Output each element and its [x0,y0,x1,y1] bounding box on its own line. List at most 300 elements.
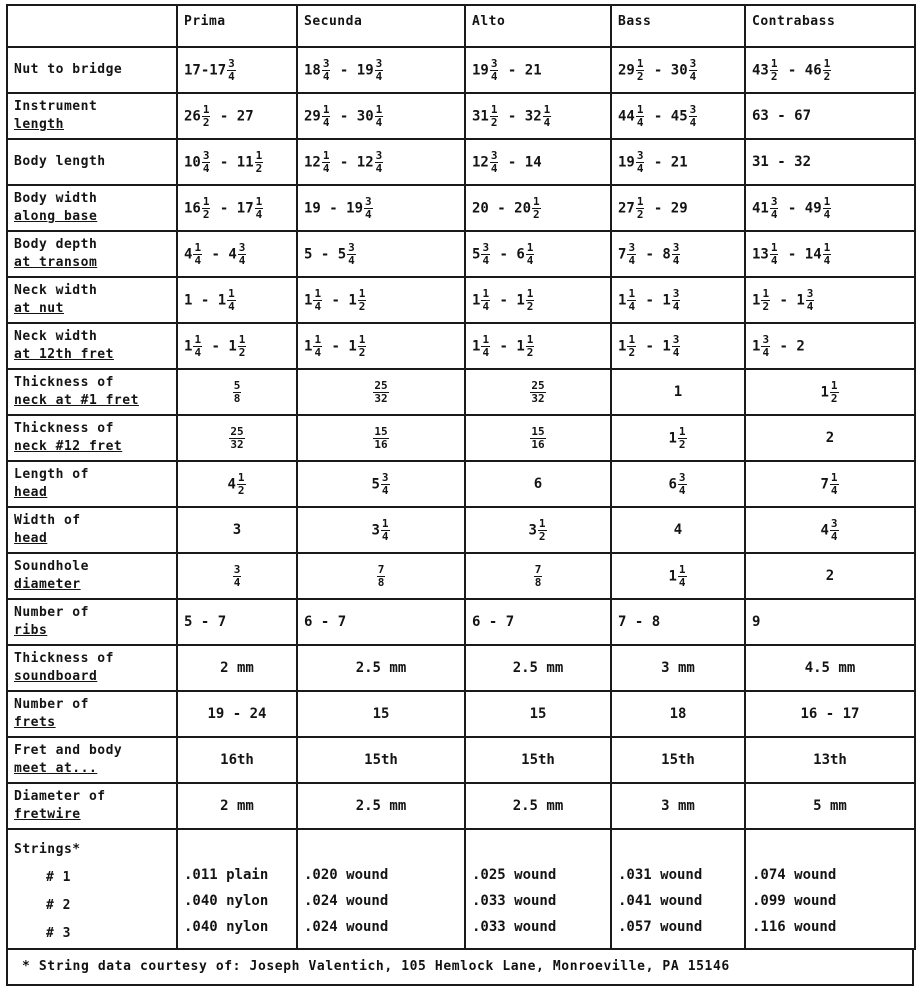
fraction-denominator: 4 [830,483,838,497]
value-text: - 1 [637,292,671,308]
fraction-numerator: 1 [830,470,838,484]
string-number: # 3 [46,926,71,941]
string-number: # 2 [46,898,71,913]
table-cell [177,185,297,231]
fraction-denominator: 4 [770,253,778,267]
value-text: 3 [232,522,242,538]
fraction-numerator: 25 [230,424,244,438]
fraction-numerator: 1 [636,102,644,116]
string-gauge: .074 wound [752,867,837,883]
row-label-line: Soundhole [14,559,89,574]
fraction-numerator: 1 [237,470,245,484]
row-label [7,737,177,783]
table-row [7,691,915,737]
fraction-numerator: 1 [482,332,490,346]
fraction [373,426,388,451]
table-cell [465,691,611,737]
fraction-denominator: 4 [322,115,330,129]
fraction-denominator: 2 [678,437,686,451]
string-gauge: .031 wound [618,867,703,883]
fraction-denominator: 4 [689,115,697,129]
table-cell [465,47,611,93]
row-label-line: Thickness of [14,421,114,436]
string-gauge: .033 wound [472,893,557,909]
row-label [7,461,177,507]
row-label-line: Body width [14,191,98,206]
fraction-numerator: 3 [636,148,644,162]
value-text: - 45 [645,108,688,124]
value-text: 1 [673,384,683,400]
fraction [375,104,384,129]
fraction-numerator: 1 [202,194,210,208]
fraction-numerator: 1 [314,286,322,300]
fraction [689,104,698,129]
fraction [672,288,681,313]
fraction-denominator: 8 [534,575,542,589]
strings-cell [177,829,297,949]
table-cell [611,783,745,829]
fraction [313,334,322,359]
fraction [627,242,636,267]
fraction-denominator: 4 [490,161,498,175]
fraction-denominator: 4 [228,299,235,313]
value-text: 20 - 20 [472,200,532,216]
table-cell [177,277,297,323]
value-text: 19 [618,154,635,170]
table-cell [177,369,297,415]
value-text: 5 - 7 [184,614,227,630]
value-text: 7 - 8 [618,614,661,630]
table-cell [465,783,611,829]
fraction-denominator: 4 [636,115,644,129]
fraction [526,288,535,313]
table-cell [297,737,465,783]
fraction-numerator: 3 [490,56,498,70]
fraction-numerator: 1 [202,102,210,116]
value-text: - 1 [491,292,525,308]
value-text: 31 [472,108,489,124]
fraction-numerator: 3 [233,562,241,576]
value-text: 2.5 mm [355,798,407,814]
fraction [672,334,681,359]
fraction [672,242,681,267]
fraction-denominator: 2 [202,115,210,129]
fraction-numerator: 3 [490,148,498,162]
value-text: 15 [372,706,390,722]
table-cell [465,599,611,645]
value-text: - 21 [645,154,688,170]
fraction-numerator: 15 [374,424,388,438]
table-row [7,277,915,323]
value-text: 17-17 [184,62,227,78]
fraction-numerator: 1 [358,286,366,300]
fraction [255,150,264,175]
fraction-denominator: 4 [672,253,680,267]
fraction-numerator: 1 [770,240,778,254]
row-label [7,231,177,277]
value-text: 5 - 5 [304,246,347,262]
fraction-denominator: 4 [314,345,322,359]
table-cell [611,323,745,369]
value-text: 4 [184,246,193,262]
fraction [543,104,552,129]
table-cell [177,783,297,829]
fraction [381,518,390,543]
value-text: 1 [304,338,313,354]
value-text: 43 [752,62,769,78]
value-text: 3 mm [661,798,695,814]
fraction [229,426,244,451]
row-label-line: soundboard [14,669,98,684]
fraction-denominator: 2 [533,207,540,221]
table-cell [177,553,297,599]
value-text: 6 [668,476,677,492]
fraction-denominator: 2 [358,299,366,313]
table-cell [465,231,611,277]
table-cell [177,323,297,369]
fraction-numerator: 1 [526,240,534,254]
value-text: 2 mm [220,660,254,676]
string-gauge: .024 wound [304,893,389,909]
value-text: 1 [618,338,627,354]
table-row [7,47,915,93]
fraction-numerator: 3 [482,240,490,254]
fraction-numerator: 1 [636,56,644,70]
value-text: 6 [533,476,543,492]
value-text: 3 [528,522,537,538]
fraction-denominator: 2 [830,391,838,405]
fraction [322,104,331,129]
table-cell [297,553,465,599]
value-text: - 1 [323,292,357,308]
value-text: 6 - 7 [472,614,515,630]
table-cell [745,231,915,277]
fraction-denominator: 4 [233,575,241,589]
fraction-numerator: 3 [672,286,680,300]
string-gauge: .099 wound [752,893,837,909]
column-header: Prima [177,5,297,47]
fraction-denominator: 4 [381,483,389,497]
fraction-numerator: 3 [672,332,680,346]
table-cell [745,47,915,93]
table-cell [297,783,465,829]
fraction-numerator: 1 [762,286,770,300]
fraction [636,196,645,221]
table-cell [611,461,745,507]
fraction-denominator: 4 [194,253,202,267]
fraction-denominator: 4 [314,299,322,313]
table-cell [297,47,465,93]
row-label-line: Thickness of [14,651,114,666]
fraction-denominator: 32 [230,437,244,451]
guitar-spec-table [6,4,916,950]
fraction-numerator: 1 [322,102,330,116]
fraction-numerator: 1 [314,332,322,346]
fraction-numerator: 1 [628,332,636,346]
value-text: 1 [472,338,481,354]
fraction-denominator: 8 [233,391,241,405]
table-cell [465,645,611,691]
value-text: - 19 [331,62,374,78]
row-label-line: Length of [14,467,89,482]
fraction [689,58,698,83]
fraction-denominator: 32 [374,391,388,405]
value-text: 18 [669,706,687,722]
fraction-numerator: 7 [534,562,542,576]
table-row [7,369,915,415]
row-label-line: at nut [14,301,64,316]
string-gauge-list [184,843,290,935]
fraction-denominator: 2 [770,69,778,83]
footnote: * String data courtesy of: Joseph Valentich, 105 Hemlock Lane, Monroeville, PA 15146 [6,950,914,986]
row-label [7,645,177,691]
fraction-numerator: 1 [194,332,202,346]
table-cell [177,599,297,645]
fraction-denominator: 4 [823,207,831,221]
table-cell [611,691,745,737]
table-cell [745,415,915,461]
fraction [322,58,331,83]
value-text: 12 [472,154,489,170]
fraction-denominator: 2 [238,345,246,359]
row-label-line: length [14,117,64,132]
fraction-denominator: 4 [202,161,210,175]
fraction-numerator: 3 [202,148,210,162]
value-text: 1 [184,338,193,354]
fraction [761,334,770,359]
row-label [7,323,177,369]
value-text: - 14 [499,154,542,170]
value-text: 4 [227,476,236,492]
table-cell [745,185,915,231]
fraction-numerator: 1 [238,332,246,346]
table-cell [177,93,297,139]
table-cell [745,553,915,599]
value-text: 19 [472,62,489,78]
fraction-denominator: 2 [762,299,770,313]
strings-label [7,829,177,949]
fraction-numerator: 1 [678,424,686,438]
fraction [202,150,211,175]
table-row [7,461,915,507]
fraction-numerator: 1 [322,148,330,162]
strings-row [7,829,915,949]
value-text: 1 - 1 [184,292,227,308]
fraction-numerator: 1 [538,516,546,530]
table-row [7,507,915,553]
value-text: 27 [618,200,635,216]
fraction-numerator: 1 [358,332,366,346]
fraction [806,288,815,313]
spec-sheet [6,4,914,986]
value-text: - 1 [491,338,525,354]
fraction [526,242,535,267]
value-text: - 8 [637,246,671,262]
row-label [7,507,177,553]
value-text: 2.5 mm [355,660,407,676]
table-cell [745,507,915,553]
value-text: 29 [618,62,635,78]
fraction [490,104,499,129]
fraction-denominator: 4 [672,299,680,313]
row-label-line: along base [14,209,98,224]
row-label-line: diameter [14,577,81,592]
table-cell [177,737,297,783]
table-cell [177,645,297,691]
value-text: 5 [472,246,481,262]
fraction-numerator: 3 [678,470,686,484]
fraction-denominator: 4 [689,69,697,83]
fraction-numerator: 1 [533,194,540,208]
table-cell [745,139,915,185]
value-text: - 1 [637,338,671,354]
row-label-line: Body depth [14,237,98,252]
fraction-numerator: 1 [543,102,551,116]
row-label-line: Neck width [14,329,98,344]
fraction [233,564,242,589]
fraction [227,288,236,313]
table-cell [297,185,465,231]
table-cell [177,507,297,553]
string-gauge: .057 wound [618,919,703,935]
fraction [823,242,832,267]
row-label-line: Width of [14,513,81,528]
fraction-denominator: 2 [237,483,245,497]
table-cell [297,415,465,461]
value-text: 10 [184,154,201,170]
row-label [7,139,177,185]
table-cell [745,737,915,783]
value-text: - 30 [331,108,374,124]
fraction-denominator: 2 [823,69,831,83]
table-cell [465,507,611,553]
fraction [770,58,779,83]
fraction-denominator: 16 [531,437,545,451]
fraction [830,380,839,405]
value-text: - 2 [771,338,805,354]
value-text: 15th [521,752,555,768]
fraction-denominator: 4 [348,253,355,267]
row-label-line: ribs [14,623,48,638]
table-cell [177,691,297,737]
fraction [830,472,839,497]
fraction [678,426,687,451]
fraction [534,564,543,589]
value-text: - 32 [499,108,542,124]
value-text: 15 [529,706,547,722]
fraction [538,518,547,543]
table-cell [297,369,465,415]
fraction [375,58,384,83]
strings-cell [297,829,465,949]
fraction [530,380,545,405]
string-number: # 1 [46,870,71,885]
fraction [636,104,645,129]
string-gauge-list [618,843,738,935]
value-text: 1 [752,292,761,308]
fraction-numerator: 3 [689,56,697,70]
table-cell [177,415,297,461]
row-label-line: Nut to bridge [14,62,123,77]
table-cell [177,461,297,507]
column-header: Alto [465,5,611,47]
value-text: - 4 [203,246,237,262]
table-cell [745,691,915,737]
row-label [7,599,177,645]
fraction-numerator: 1 [490,102,498,116]
fraction [770,242,779,267]
fraction-denominator: 4 [482,253,490,267]
fraction-denominator: 2 [358,345,366,359]
strings-cell [611,829,745,949]
string-gauge-list [752,843,908,935]
string-gauge: .020 wound [304,867,389,883]
table-row [7,185,915,231]
row-label-line: fretwire [14,807,81,822]
string-gauge-list [304,843,458,935]
table-cell [465,461,611,507]
fraction-numerator: 1 [678,562,686,576]
fraction-denominator: 4 [375,161,383,175]
value-text: 16th [220,752,254,768]
table-cell [465,737,611,783]
fraction-denominator: 32 [531,391,545,405]
fraction [255,196,264,221]
strings-title: Strings* [14,842,81,857]
table-cell [611,369,745,415]
row-label [7,415,177,461]
string-gauge: .041 wound [618,893,703,909]
fraction-numerator: 3 [689,102,697,116]
fraction [678,472,687,497]
fraction-numerator: 1 [823,194,831,208]
table-cell [297,645,465,691]
string-gauge: .040 nylon [184,893,269,909]
value-text: 1 [668,568,677,584]
strings-cell [465,829,611,949]
fraction-denominator: 4 [628,299,636,313]
fraction-numerator: 3 [238,240,246,254]
fraction-numerator: 1 [830,378,838,392]
value-text: - 1 [203,338,237,354]
fraction-numerator: 3 [365,194,372,208]
fraction-denominator: 2 [628,345,636,359]
table-cell [611,553,745,599]
fraction-denominator: 4 [672,345,680,359]
fraction-denominator: 4 [678,575,686,589]
table-cell [297,599,465,645]
value-text: 41 [752,200,769,216]
value-text: - 17 [211,200,254,216]
row-label-line: Diameter of [14,789,106,804]
fraction-numerator: 1 [770,56,778,70]
row-label-line: Instrument [14,99,98,114]
fraction-numerator: 3 [375,148,383,162]
value-text: 16 [184,200,201,216]
value-text: 26 [184,108,201,124]
table-cell [297,323,465,369]
table-cell [611,231,745,277]
fraction [770,196,779,221]
row-label-line: head [14,485,48,500]
strings-label-block [14,835,170,943]
fraction-numerator: 1 [228,286,235,300]
fraction [313,288,322,313]
fraction-numerator: 3 [762,332,770,346]
column-header: Bass [611,5,745,47]
value-text: - 49 [779,200,822,216]
header-corner [7,5,177,47]
